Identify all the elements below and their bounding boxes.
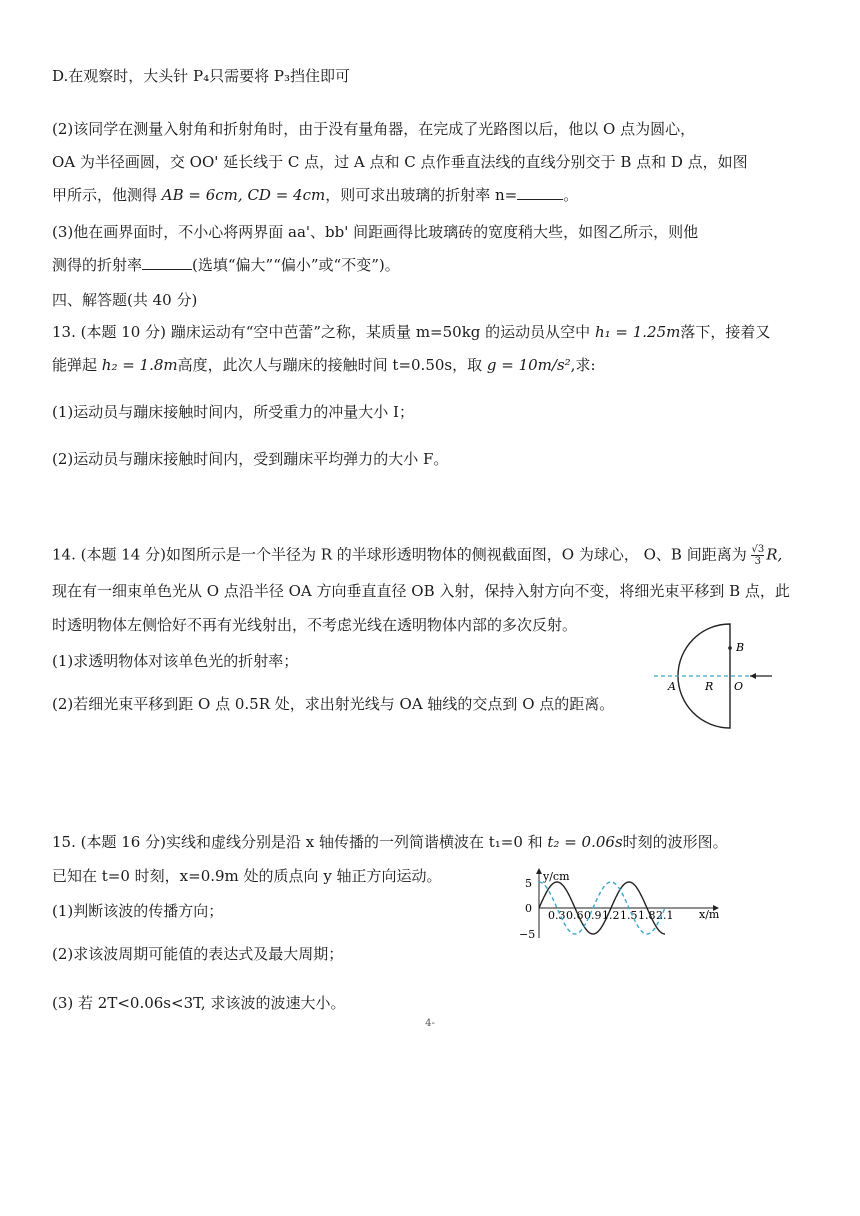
q14-fraction-den: 3 [751, 555, 764, 567]
q14-r: R, [766, 545, 783, 564]
q13-sub-1: (1)运动员与蹦床接触时间内，所受重力的冲量大小 I； [52, 403, 414, 421]
x-tick-label: 1.8 [638, 909, 656, 922]
y-tick-5: 5 [525, 877, 532, 890]
arrow-head-icon [750, 673, 756, 679]
x-tick-label: 0.3 [548, 909, 566, 922]
label-a: A [668, 680, 676, 693]
q14-fraction [751, 544, 764, 567]
q14-sub-1: (1)求透明物体对该单色光的折射率； [52, 652, 299, 670]
q3-line-1: (3)他在画界面时，不小心将两界面 aa'、bb' 间距画得比玻璃砖的宽度稍大些，如图乙所示，则他 [52, 223, 699, 241]
q13-g: g = 10m/s² [486, 356, 571, 374]
answer-blank-n[interactable] [517, 185, 563, 200]
q14-line-2: 现在有一细束单色光从 O 点沿半径 OA 方向垂直直径 OB 入射，保持入射方向不变，将细光束平移到 B 点，此 [52, 582, 790, 600]
y-tick-neg5: −5 [519, 928, 536, 941]
q13-h1: h₁ = 1.25m [594, 323, 681, 341]
y-tick-0: 0 [525, 902, 532, 915]
q14-sub-2: (2)若细光束平移到距 O 点 0.5R 处，求出射光线与 OA 轴线的交点到 O 点的距离。 [52, 695, 615, 713]
q14-text: 14. (本题 14 分)如图所示是一个半径为 R 的半球形透明物体的侧视截面图，O 为球心， O、B 间距离为 [52, 545, 752, 564]
q15-sub-3: (3) 若 2T<0.06s<3T, 求该波的波速大小。 [52, 994, 346, 1012]
q2-line-3 [52, 185, 578, 205]
x-tick-label: 0.9 [584, 909, 602, 922]
label-b: B [736, 641, 745, 654]
q13-line-1 [52, 322, 770, 342]
q13-h2: h₂ = 1.8m [101, 356, 178, 374]
y-axis-label: y/cm [543, 870, 570, 883]
q13-sub-2: (2)运动员与蹦床接触时间内，受到蹦床平均弹力的大小 F。 [52, 450, 449, 468]
q14-line-1 [52, 544, 782, 567]
q14-fraction-num: √3 [751, 544, 765, 555]
x-tick-label: 1.5 [620, 909, 638, 922]
q15-sub-2: (2)求该波周期可能值的表达式及最大周期； [52, 945, 344, 963]
x-axis-label: x/m [699, 908, 720, 921]
q13-text-b: 落下，接着又 [680, 323, 771, 341]
wave-chart [515, 866, 725, 946]
x-tick-label: 1.2 [602, 909, 620, 922]
q2-line-2: OA 为半径画圆，交 OO' 延长线于 C 点，过 A 点和 C 点作垂直法线的直线分别交于 B 点和 D 点，如图 [52, 153, 748, 171]
option-d: D.在观察时，大头针 P₄只需要将 P₃挡住即可 [52, 67, 351, 85]
x-tick-label: 2.1 [656, 909, 674, 922]
q15-line-2: 已知在 t=0 时刻，x=0.9m 处的质点向 y 轴正方向运动。 [52, 867, 442, 885]
page-number: 4- [425, 1018, 435, 1029]
q2-measure-formula: AB = 6cm, CD = 4cm [161, 186, 326, 204]
x-tick-label: 0.6 [566, 909, 584, 922]
q13-line-2 [52, 355, 596, 375]
q2-text: 甲所示，他测得 [52, 186, 162, 204]
q3-text-b: (选填“偏大”“偏小”或“不变”)。 [192, 256, 400, 274]
q2-text-b: ，则可求出玻璃的折射率 n= [325, 186, 518, 204]
q13-text-d: 高度，此次人与蹦床的接触时间 t=0.50s，取 [177, 356, 487, 374]
y-axis-arrow-icon [536, 868, 542, 874]
q2-text-c: 。 [563, 186, 579, 204]
q3-line-2 [52, 255, 400, 275]
point-b-dot [728, 646, 732, 650]
q13-text-e: ,求: [570, 356, 596, 374]
q15-text-b: 时刻的波形图。 [622, 833, 728, 851]
hemisphere-figure [650, 618, 780, 730]
q14-line-3: 时透明物体左侧恰好不再有光线射出，不考虑光线在透明物体内部的多次反射。 [52, 616, 578, 634]
label-r: R [705, 680, 714, 693]
q15-line-1 [52, 832, 728, 852]
q3-text: 测得的折射率 [52, 256, 143, 274]
q15-sub-1: (1)判断该波的传播方向； [52, 902, 224, 920]
q2-line-1: (2)该同学在测量入射角和折射角时，由于没有量角器，在完成了光路图以后，他以 O 点为圆心， [52, 120, 696, 138]
answer-blank-refraction[interactable] [142, 255, 192, 270]
label-o: O [734, 680, 744, 693]
q15-text: 15. (本题 16 分)实线和虚线分别是沿 x 轴传播的一列简谐横波在 t₁=0 和 [52, 833, 548, 851]
q13-text: 13. (本题 10 分) 蹦床运动有“空中芭蕾”之称，某质量 m=50kg 的运动员从空中 [52, 323, 595, 341]
section-heading: 四、解答题(共 40 分) [52, 291, 198, 309]
q15-t2: t₂ = 0.06s [547, 833, 623, 851]
q13-text-c: 能弹起 [52, 356, 102, 374]
